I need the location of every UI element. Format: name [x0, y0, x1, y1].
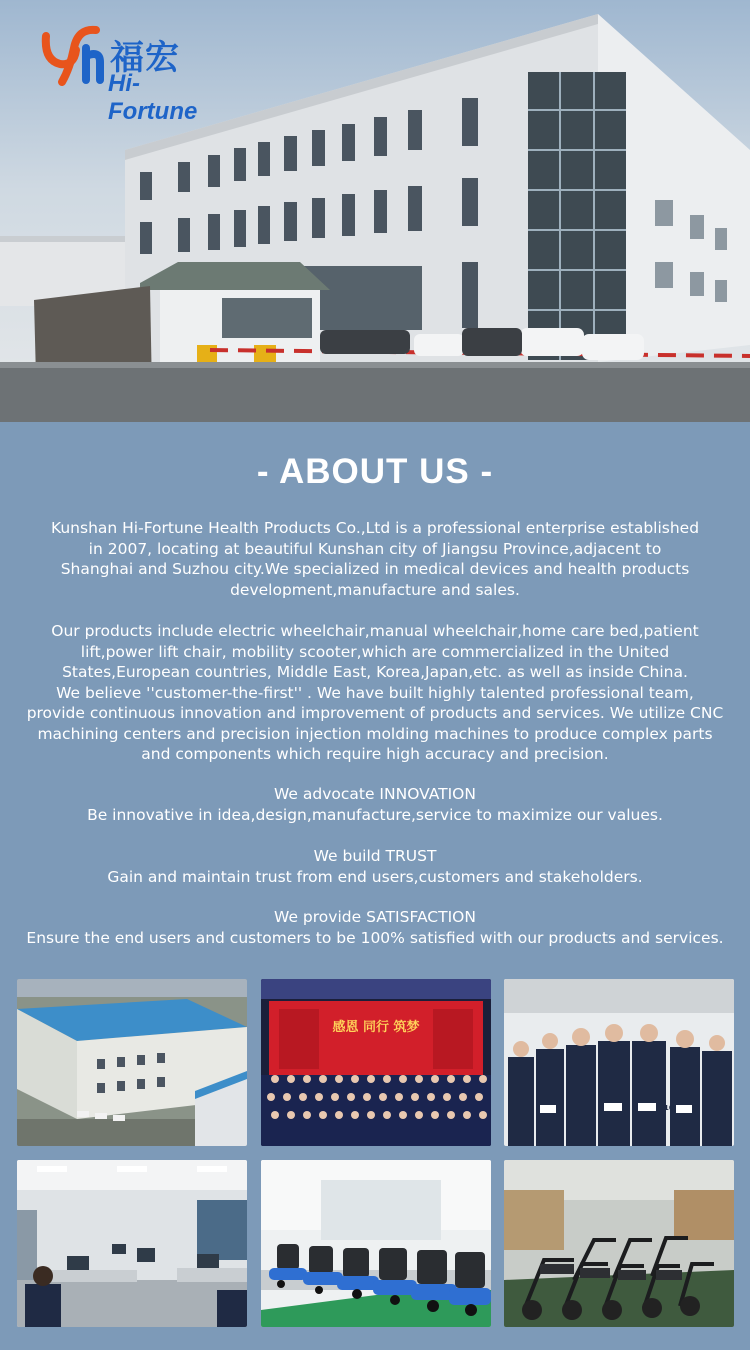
products-line: lift,power lift chair, mobility scooter,which are commercialized in the United [80, 642, 670, 661]
products-line: provide continuous innovation and improvement of products and services. We utilize CNC [26, 704, 724, 722]
intro-line: Shanghai and Suzhou city.We specialized in medical devices and health products [60, 560, 690, 578]
team-badge-label: 10 [664, 1104, 674, 1112]
value-satisfaction [12, 907, 738, 948]
intro-line: Kunshan Hi-Fortune Health Products Co.,Ltd is a professional enterprise established [50, 519, 700, 537]
value-trust [12, 846, 738, 887]
about-title: - ABOUT US - [256, 452, 494, 491]
photo-mobility-scooters [261, 1160, 491, 1327]
value-heading: We build TRUST [313, 847, 437, 865]
banner-slogan: 感恩 同行 筑梦 [332, 1020, 420, 1035]
intro-line: in 2007, locating at beautiful Kunshan city of Jiangsu Province,adjacent to [88, 539, 662, 558]
photo-wheelchair-warehouse [504, 1160, 734, 1327]
products-line: and components which require high accuracy and precision. [141, 745, 609, 763]
photo-team [504, 979, 734, 1146]
company-logo [40, 22, 210, 125]
products-paragraph [12, 621, 738, 765]
logo-chinese-name: 福宏 [110, 38, 180, 78]
logo-english-name: Hi-Fortune [108, 70, 198, 125]
photo-aerial-factory [17, 979, 247, 1146]
hi-fortune-mark-icon [40, 22, 106, 88]
value-innovation [12, 784, 738, 825]
about-section [0, 422, 750, 977]
products-line: We believe ''customer-the-first'' . We have built highly talented professional team, [56, 683, 694, 702]
value-heading: We provide SATISFACTION [274, 908, 476, 926]
photo-annual-meeting [261, 979, 491, 1146]
intro-paragraph [12, 518, 738, 600]
photo-office [17, 1160, 247, 1327]
products-line: Our products include electric wheelchair,manual wheelchair,home care bed,patient [51, 622, 699, 640]
intro-line: development,manufacture and sales. [230, 580, 520, 599]
value-text: Gain and maintain trust from end users,customers and stakeholders. [107, 867, 643, 886]
products-line: States,European countries, Middle East, Korea,Japan,etc. as well as inside China. [62, 663, 688, 681]
hero-factory-photo [0, 0, 750, 422]
products-line: machining centers and precision injection molding machines to produce complex parts [37, 724, 713, 743]
value-heading: We advocate INNOVATION [274, 785, 476, 803]
value-text: Be innovative in idea,design,manufacture,service to maximize our values. [87, 805, 663, 824]
value-text: Ensure the end users and customers to be 100% satisfied with our products and services. [26, 928, 724, 947]
